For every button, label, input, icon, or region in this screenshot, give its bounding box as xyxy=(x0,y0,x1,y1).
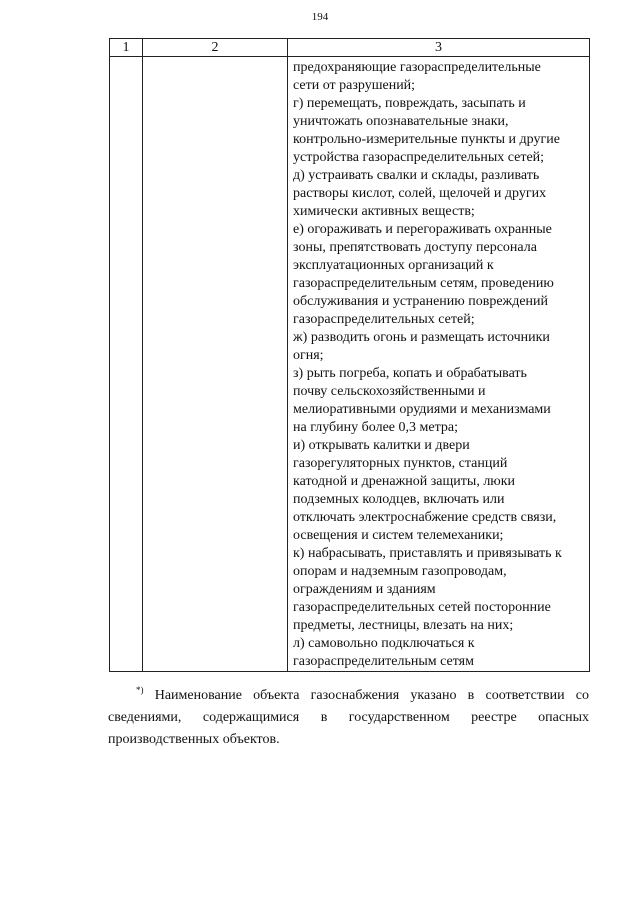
footnote xyxy=(108,685,589,751)
page-number: 194 xyxy=(311,11,329,23)
text-line: подземных колодцев, включать или xyxy=(293,492,505,507)
text-line: химически активных веществ; xyxy=(293,204,475,219)
text-line: ограждениям и зданиям xyxy=(293,582,436,597)
footnote-line-3: производственных объектов. xyxy=(108,732,280,747)
footnote-line-1 xyxy=(108,685,589,707)
cell-col1 xyxy=(110,57,143,672)
text-line: сети от разрушений; xyxy=(293,78,416,93)
text-line: катодной и дренажной защиты, люки xyxy=(293,474,516,489)
text-line: на глубину более 0,3 метра; xyxy=(293,420,458,435)
text-line: опорам и надземным газопроводам, xyxy=(293,564,507,579)
text-line: газораспределительным сетям, проведению xyxy=(293,276,554,291)
text-line: л) самовольно подключаться к xyxy=(293,636,475,651)
text-line: газораспределительных сетей; xyxy=(293,312,475,327)
text-line: отключать электроснабжение средств связи, xyxy=(293,510,557,525)
text-line: газорегуляторных пунктов, станций xyxy=(293,456,508,471)
text-line: газораспределительных сетей посторонние xyxy=(293,600,551,615)
footnote-line-2: сведениями, содержащимися в государственном реестре опасных xyxy=(108,710,589,725)
text-line: контрольно-измерительные пункты и другие xyxy=(293,132,560,147)
column-header-1: 1 xyxy=(110,39,143,57)
text-line: г) перемещать, повреждать, засыпать и xyxy=(293,96,526,111)
table-row xyxy=(110,57,590,672)
column-header-3: 3 xyxy=(288,39,590,57)
text-line: зоны, препятствовать доступу персонала xyxy=(293,240,537,255)
cell-col2 xyxy=(143,57,288,672)
text-line: почву сельскохозяйственными и xyxy=(293,384,486,399)
text-line: газораспределительным сетям xyxy=(293,654,474,669)
text-line: мелиоративными орудиями и механизмами xyxy=(293,402,551,417)
text-line: предметы, лестницы, влезать на них; xyxy=(293,618,514,633)
footnote-text-1: Наименование объекта газоснабжения указано в соответствии со xyxy=(154,688,589,703)
text-line: е) огораживать и перегораживать охранные xyxy=(293,222,552,237)
text-line: эксплуатационных организаций к xyxy=(293,258,494,273)
document-table xyxy=(109,38,590,672)
prohibitions-text xyxy=(293,59,589,671)
text-line: устройства газораспределительных сетей; xyxy=(293,150,545,165)
text-line: огня; xyxy=(293,348,324,363)
footnote-marker: *) xyxy=(136,685,144,695)
table-header-row xyxy=(110,39,590,57)
cell-col3 xyxy=(288,57,590,672)
text-line: и) открывать калитки и двери xyxy=(293,438,470,453)
text-line: растворы кислот, солей, щелочей и других xyxy=(293,186,547,201)
text-line: предохраняющие газораспределительные xyxy=(293,60,541,75)
text-line: освещения и систем телемеханики; xyxy=(293,528,504,543)
text-line: обслуживания и устранению повреждений xyxy=(293,294,549,309)
text-line: уничтожать опознавательные знаки, xyxy=(293,114,509,129)
text-line: ж) разводить огонь и размещать источники xyxy=(293,330,550,345)
text-line: з) рыть погреба, копать и обрабатывать xyxy=(293,366,527,381)
text-line: к) набрасывать, приставлять и привязывать к xyxy=(293,546,562,561)
column-header-2: 2 xyxy=(143,39,288,57)
text-line: д) устраивать свалки и склады, разливать xyxy=(293,168,540,183)
